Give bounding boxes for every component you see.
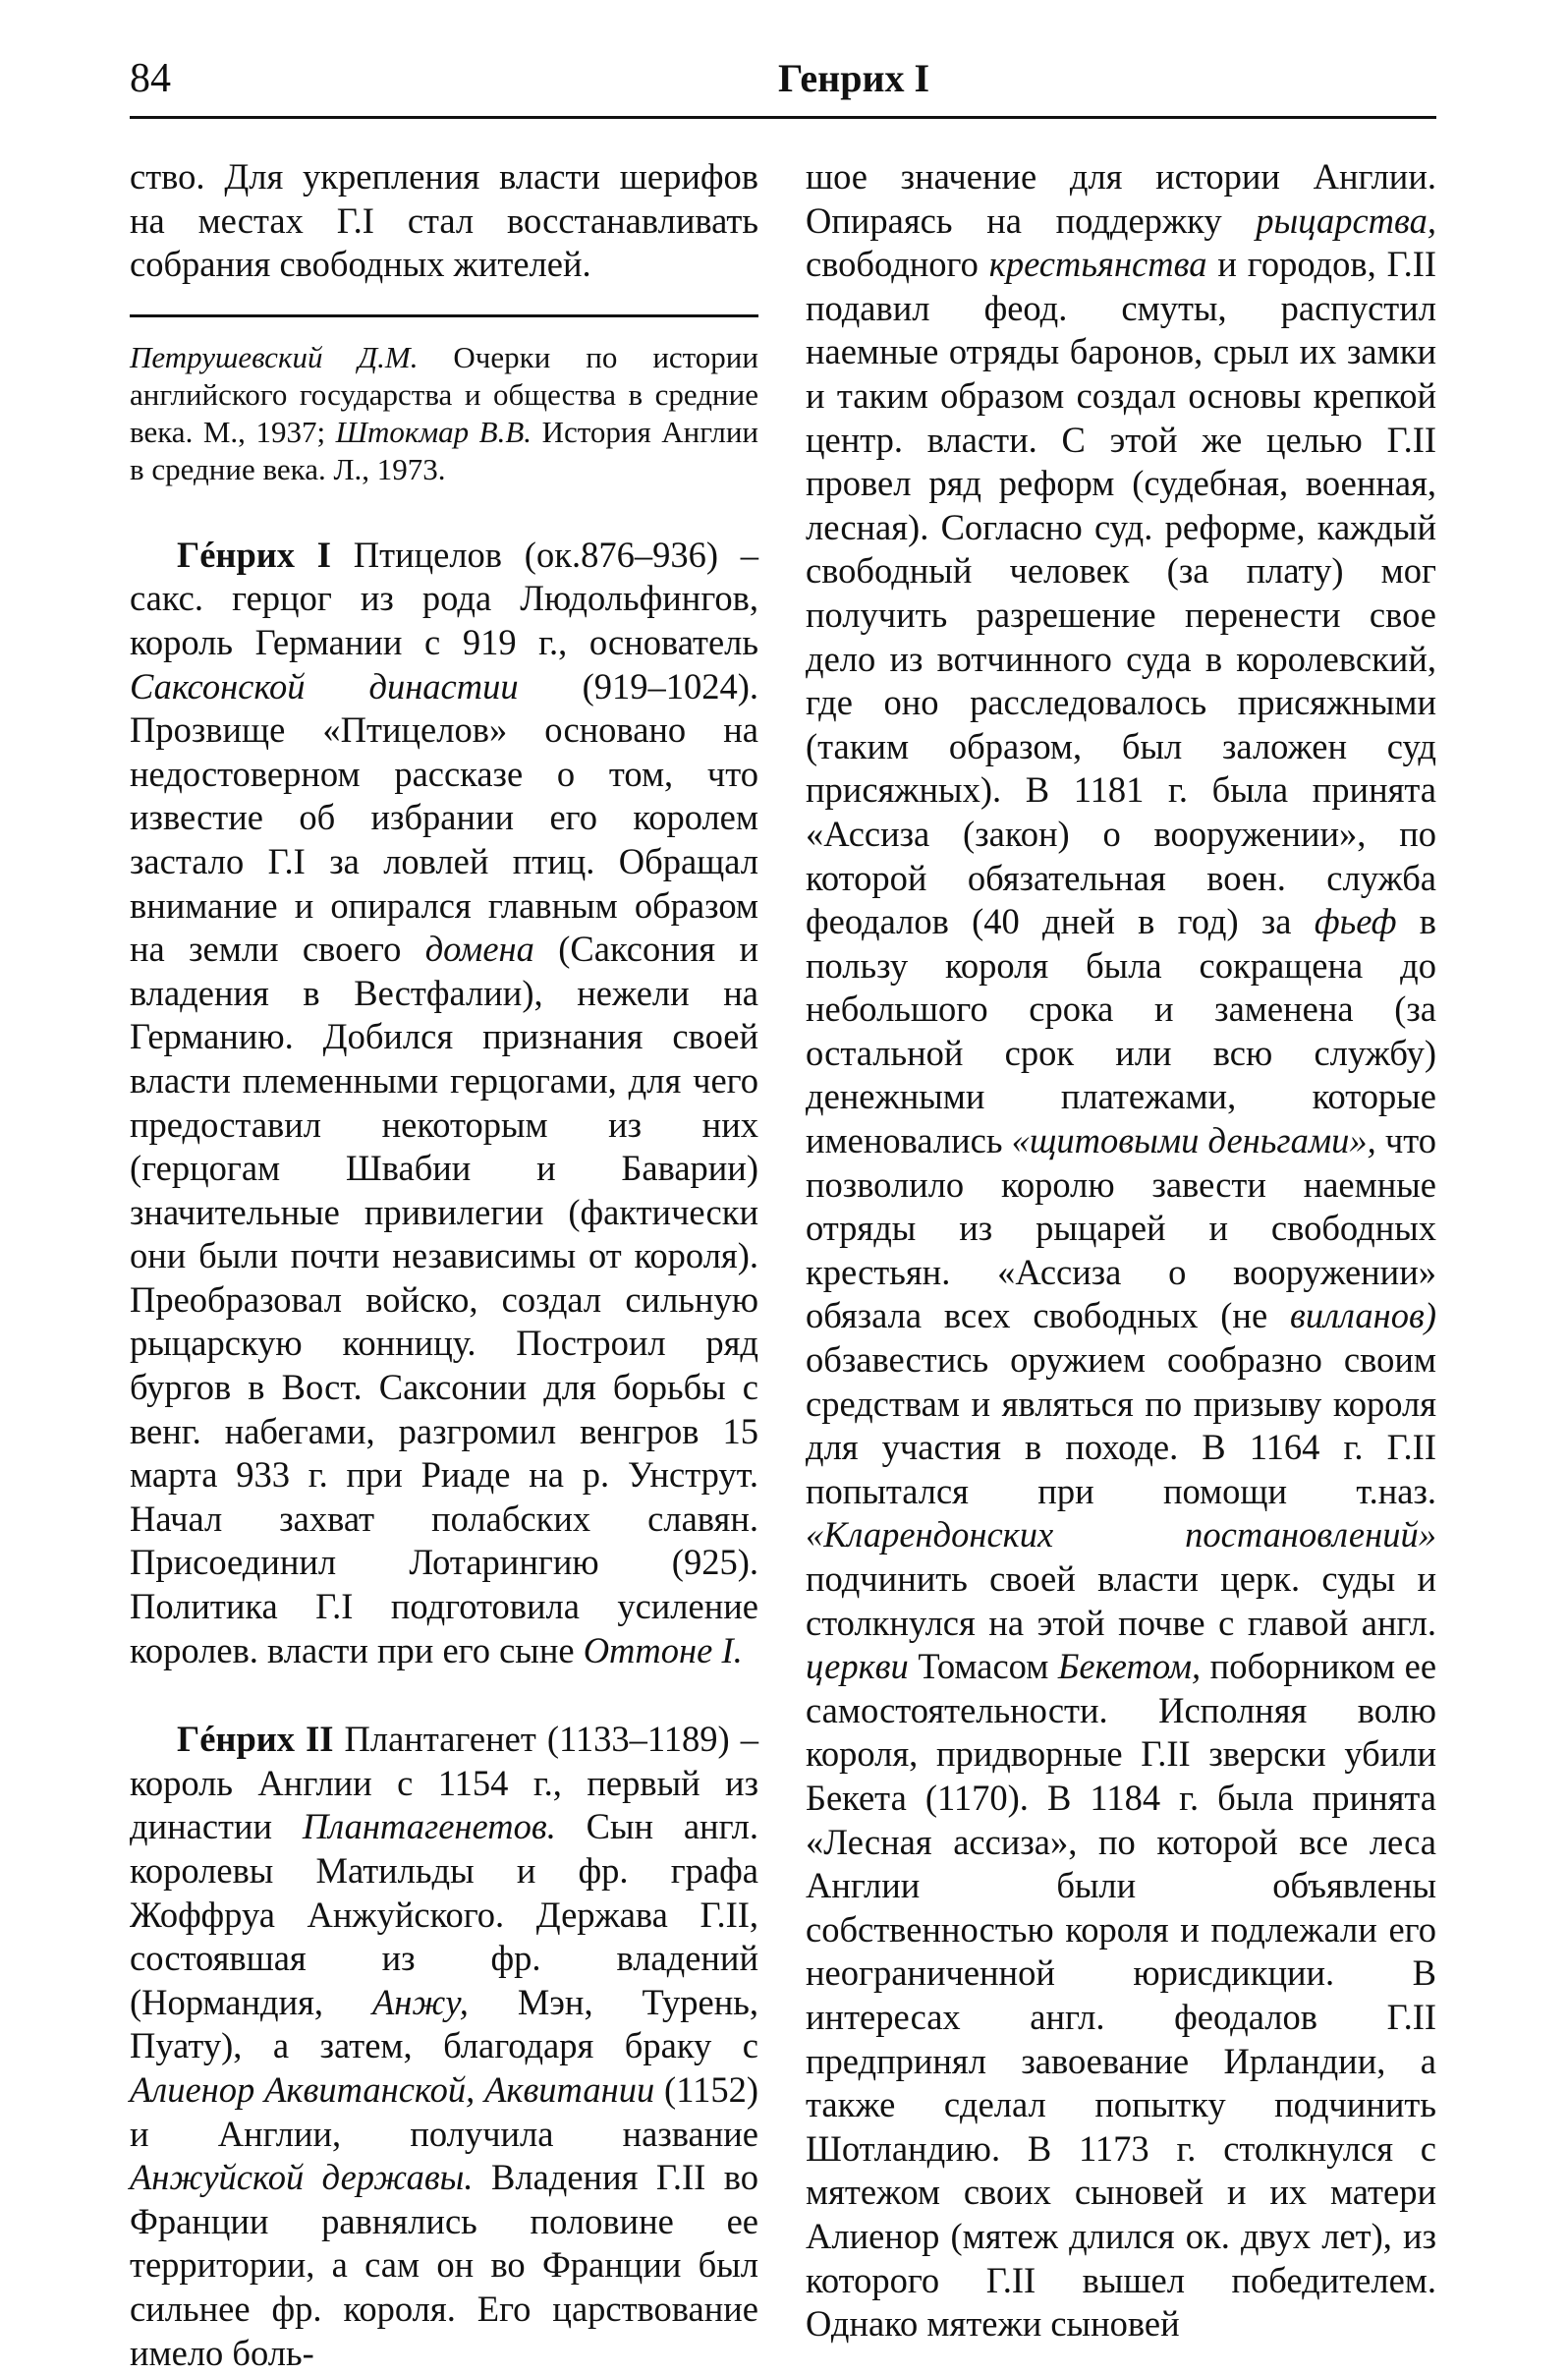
cross-reference: домена xyxy=(424,929,534,970)
cross-reference: Плантагенетов. xyxy=(302,1806,556,1847)
cross-reference: вилланов) xyxy=(1290,1295,1436,1336)
entry-headword: Гéнрих I xyxy=(177,534,331,575)
section-divider xyxy=(130,314,758,317)
cross-reference: Анжу, xyxy=(372,1981,469,2022)
entry-henry-ii-continued: шое значение для истории Англии. Опираясь на поддержку рыцарства, свободного крестьянства и городов, Г.II подавил феод. смуты, распустил наемные отряды баронов, срыл их замки и таким образом создал основы крепкой центр. власти. С этой же целью Г.II провел ряд реформ (судебная, военная, лесная). Согласно суд. реформе, каждый свободный человек (за плату) мог получить разрешение перенести свое дело из вотчинного суда в королевский, где оно расследовалось присяжными (таким образом, был заложен суд присяжных). В 1181 г. была принята «Ассиза (закон) о вооружении», по которой обязательная воен. служба феодалов (40 дней в год) за фьеф в пользу короля была сокращена до небольшого срока и заменена (за остальной срок или всю службу) денежными платежами, которые именовались «щитовыми деньгами», что позволило королю завести наемные отряды из рыцарей и свободных крестьян. «Ассиза о вооружении» обязала всех свободных (не вилланов) обзавестись оружием сообразно своим средствам и являться по призыву короля для участия в походе. В 1164 г. Г.II попытался при помощи т.наз. «Кларендонских постановлений» подчинить своей власти церк. суды и столкнулся на этой почве с главой англ. церкви Томасом Бекетом, поборником ее самостоятельности. Исполняя волю короля, придворные Г.II зверски убили Бекета (1170). В 1184 г. была принята «Лесная ассиза», по которой все леса Англии были объявлены собственностью короля и подлежали его неограниченной юрисдикции. В интересах англ. феодалов Г.II предпринял завоевание Ирландии, а также сделал попытку подчинить Шотландию. В 1173 г. столкнулся с мятежом своих сыновей и их матери Алиенор (мятеж длился ок. двух лет), из которого Г.II вышел победителем. Однако мятежи сыновей xyxy=(806,156,1437,2345)
intro-paragraph: ство. Для укрепления власти шерифов на местах Г.I стал восстанавливать собрания свободных жителей. xyxy=(130,156,758,285)
bib-author: Штокмар В.В. xyxy=(335,414,532,449)
entry-henry-i: Гéнрих I Птицелов (ок.876–936) – сакс. герцог из рода Людольфингов, король Германии с 919 г., основатель Саксонской династии (919–1024). Прозвище «Птицелов» основано на недостоверном рассказе о том, что известие об избрании его королем застало Г.I за ловлей птиц. Обращал внимание и опирался главным образом на земли своего домена (Саксония и владения в Вестфалии), нежели на Германию. Добился признания своей власти племенными герцогами, для чего предоставил некоторым из них (герцогам Швабии и Баварии) значительные привилегии (фактически они были почти независимы от короля). Преобразовал войско, создал сильную рыцарскую конницу. Построил ряд бургов в Вост. Саксонии для борьбы с венг. набегами, разгромил венгров 15 марта 933 г. при Риаде на р. Унструт. Начал захват полабских славян. Присоединил Лотарингию (925). Политика Г.I подготовила усиление королев. власти при его сыне Оттоне I. xyxy=(130,534,758,1670)
cross-reference: Анжуйской державы. xyxy=(130,2157,474,2198)
bibliography: Петрушевский Д.М. Очерки по истории английского государства и общества в средние века. М., 1937; Штокмар В.В. История Англии в средние века. Л., 1973. xyxy=(130,339,759,486)
left-column xyxy=(130,155,758,2375)
page-header xyxy=(130,47,1436,119)
entry-headword: Гéнрих II xyxy=(177,1719,334,1760)
running-head: Генрих I xyxy=(778,56,930,100)
cross-reference: Бекетом, xyxy=(1057,1646,1202,1687)
cross-reference: рыцарства, xyxy=(1256,199,1436,241)
cross-reference: фьеф xyxy=(1314,901,1397,942)
cross-reference: Алиенор Аквитанской, Аквитании xyxy=(130,2068,655,2110)
bib-author: Петрушевский Д.М. xyxy=(130,339,419,374)
cross-reference: церкви xyxy=(806,1646,909,1687)
entry-henry-ii: Гéнрих II Плантагенет (1133–1189) – король Англии с 1154 г., первый из династии Плантагенетов. Сын англ. королевы Матильды и фр. графа Жоффруа Анжуйского. Держава Г.II, состоявшая из фр. владений (Нормандия, Анжу, Мэн, Турень, Пуату), а затем, благодаря браку с Алиенор Аквитанской, Аквитании (1152) и Англии, получила название Анжуйской державы. Владения Г.II во Франции равнялись половине ее территории, а сам он во Франции был сильнее фр. короля. Его царствование имело боль- xyxy=(130,1719,759,2373)
cross-reference: «щитовыми деньгами», xyxy=(1011,1120,1376,1161)
cross-reference: Оттоне I. xyxy=(583,1629,743,1670)
cross-reference: «Кларендонских постановлений» xyxy=(806,1514,1436,1555)
cross-reference: крестьянства xyxy=(988,244,1207,285)
right-column xyxy=(806,155,1436,2347)
cross-reference: Саксонской династии xyxy=(130,665,519,707)
page-number: 84 xyxy=(130,56,171,101)
